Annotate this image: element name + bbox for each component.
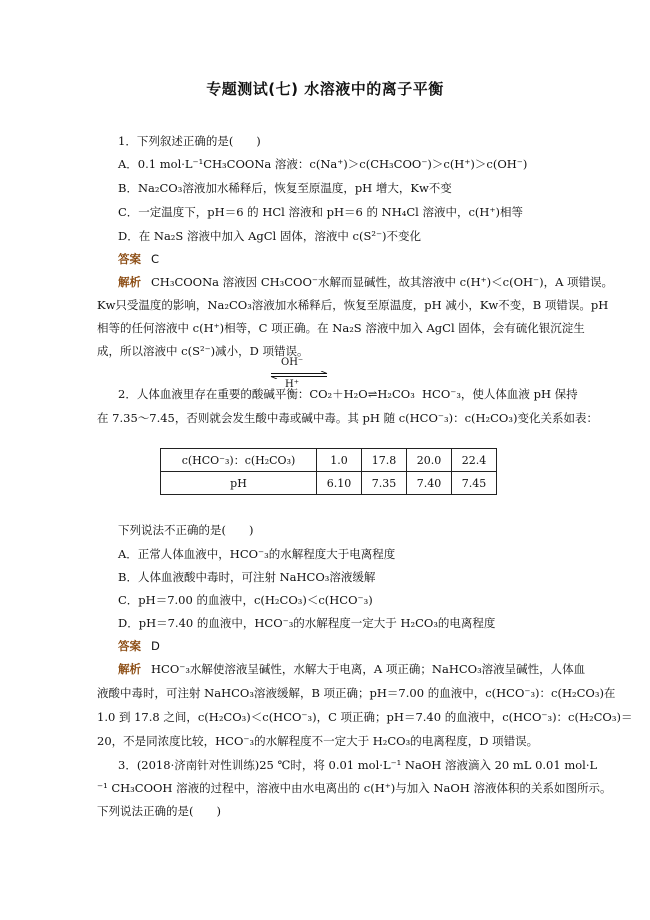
table-cell: 6.10 xyxy=(317,472,362,495)
table-row-header: c(HCO⁻₃)：c(H₂CO₃) xyxy=(161,449,317,472)
q1-analysis-line: 相等的任何溶液中 c(H⁺)相等，C 项正确。在 Na₂S 溶液中加入 AgCl 固体，会有硫化银沉淀生 xyxy=(97,321,585,335)
analysis-text: CH₃COONa 溶液因 CH₃COO⁻水解而显碱性，故其溶液中 c(H⁺)＜c(OH⁻)，A 项错误。 xyxy=(151,275,614,289)
table-cell: 7.45 xyxy=(452,472,497,495)
q1-analysis-line xyxy=(118,274,613,290)
q3-stem-line: 下列说法正确的是( ) xyxy=(97,804,221,818)
table-cell: 7.35 xyxy=(362,472,407,495)
q2-option-c: C．pH＝7.00 的血液中，c(H₂CO₃)＜c(HCO⁻₃) xyxy=(118,593,373,607)
q1-stem: 1．下列叙述正确的是( ) xyxy=(118,134,261,148)
answer-value: D xyxy=(151,639,160,653)
page-title: 专题测试(七) 水溶液中的离子平衡 xyxy=(206,80,444,98)
q2-analysis-line xyxy=(118,661,585,677)
q3-stem-line: ⁻¹ CH₃COOH 溶液的过程中，溶液中由水电离出的 c(H⁺)与加入 NaOH 溶液体积的关系如图所示。 xyxy=(97,781,612,795)
q2-question: 下列说法不正确的是( ) xyxy=(118,523,254,537)
table-cell: 17.8 xyxy=(362,449,407,472)
table-cell: 1.0 xyxy=(317,449,362,472)
q1-option-c: C．一定温度下，pH＝6 的 HCl 溶液和 pH＝6 的 NH₄Cl 溶液中，c(H⁺)相等 xyxy=(118,205,523,219)
q2-stem-line2: 在 7.35～7.45，否则就会发生酸中毒或碱中毒。其 pH 随 c(HCO⁻₃)：c(H₂CO₃)变化关系如表： xyxy=(97,411,598,425)
answer-label: 答案 xyxy=(118,252,141,266)
q1-analysis-line: 成，所以溶液中 c(S²⁻)减小，D 项错误。 xyxy=(97,344,309,358)
double-arrow-icon xyxy=(269,371,329,379)
q2-answer xyxy=(118,638,160,654)
q1-option-b: B．Na₂CO₃溶液加水稀释后，恢复至原温度，pH 增大，Kw不变 xyxy=(118,181,452,195)
q2-stem-part2: HCO⁻₃，使人体血液 pH 保持 xyxy=(422,387,578,401)
q2-analysis-line: 液酸中毒时，可注射 NaHCO₃溶液缓解，B 项正确；pH＝7.00 的血液中，c(HCO⁻₃)：c(H₂CO₃)在 xyxy=(97,686,616,700)
table-cell: 22.4 xyxy=(452,449,497,472)
table-cell: 20.0 xyxy=(407,449,452,472)
q2-stem-part1: 2．人体血液里存在重要的酸碱平衡：CO₂＋H₂O⇌H₂CO₃ xyxy=(118,387,415,401)
q2-option-b: B．人体血液酸中毒时，可注射 NaHCO₃溶液缓解 xyxy=(118,570,376,584)
q1-analysis-line: Kw只受温度的影响，Na₂CO₃溶液加水稀释后，恢复至原温度，pH 减小，Kw不变，B 项错误。pH xyxy=(97,298,609,312)
analysis-text: HCO⁻₃水解使溶液呈碱性，水解大于电离，A 项正确；NaHCO₃溶液呈碱性，人体血 xyxy=(151,662,586,676)
eq-under-label: H⁺ xyxy=(285,379,299,390)
q1-option-a: A．0.1 mol·L⁻¹CH₃COONa 溶液：c(Na⁺)＞c(CH₃COO⁻)＞c(H⁺)＞c(OH⁻) xyxy=(118,157,528,171)
q2-option-a: A．正常人体血液中，HCO⁻₃的水解程度大于电离程度 xyxy=(118,547,396,561)
table-row xyxy=(161,449,497,472)
table-row xyxy=(161,472,497,495)
table-cell: 7.40 xyxy=(407,472,452,495)
equilibrium-arrow xyxy=(269,357,339,395)
q2-analysis-line: 1.0 到 17.8 之间，c(H₂CO₃)＜c(HCO⁻₃)，C 项正确；pH＝7.40 的血液中，c(HCO⁻₃)：c(H₂CO₃)＝ xyxy=(97,710,633,724)
q3-stem-line: 3．(2018·济南针对性训练)25 ℃时，将 0.01 mol·L⁻¹ NaOH 溶液滴入 20 mL 0.01 mol·L xyxy=(118,758,598,772)
answer-label: 答案 xyxy=(118,639,141,653)
q1-option-d: D．在 Na₂S 溶液中加入 AgCl 固体，溶液中 c(S²⁻)不变化 xyxy=(118,229,422,243)
q2-option-d: D．pH＝7.40 的血液中，HCO⁻₃的水解程度一定大于 H₂CO₃的电离程度 xyxy=(118,616,496,630)
q1-answer xyxy=(118,251,159,267)
q2-analysis-line: 20，不是同浓度比较，HCO⁻₃的水解程度不一定大于 H₂CO₃的电离程度，D 项错误。 xyxy=(97,734,539,748)
analysis-label: 解析 xyxy=(118,662,141,676)
answer-value: C xyxy=(151,252,160,266)
eq-over-label: OH⁻ xyxy=(281,357,304,368)
ph-ratio-table xyxy=(160,448,497,495)
analysis-label: 解析 xyxy=(118,275,141,289)
table-row-header: pH xyxy=(161,472,317,495)
